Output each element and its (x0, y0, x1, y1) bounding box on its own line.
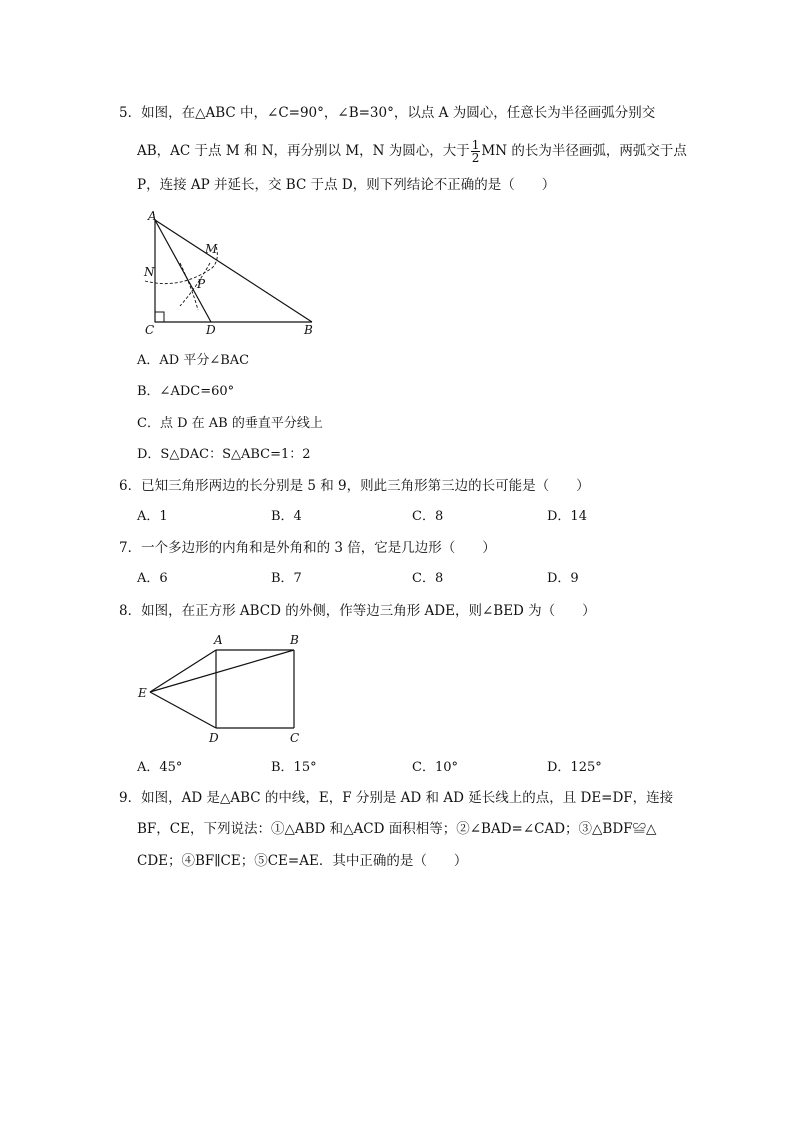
q5-option-d: D．S△DAC：S△ABC=1：2 (137, 447, 311, 462)
q6-option-c: C．8 (412, 509, 444, 524)
q5-triangle-figure (140, 208, 340, 338)
q6-option-b: B．4 (271, 509, 302, 524)
q9-line-2: BF，CE，下列说法：①△ABD 和△ACD 面积相等；②∠BAD=∠CAD；③△BDF≌△ (137, 821, 657, 837)
q7-text: 7．一个多边形的内角和是外角和的 3 倍，它是几边形（ ） (119, 540, 496, 556)
q5-label-p: P (197, 277, 206, 291)
q8-square-figure (132, 630, 312, 748)
q8-label-d: D (209, 731, 219, 745)
q8-option-a: A．45° (137, 760, 183, 775)
q5-line-2 (137, 139, 687, 164)
q5-fraction (471, 139, 481, 164)
q7-option-a: A．6 (137, 571, 168, 586)
q5-label-n: N (144, 265, 155, 279)
q5-label-d: D (206, 323, 216, 337)
q5-line-2-end: MN 的长为半径画弧，两弧交于点 (481, 143, 687, 159)
q5-label-b: B (304, 323, 313, 337)
q7-option-b: B．7 (271, 571, 302, 586)
q9-line-3: CDE；④BF∥CE；⑤CE=AE．其中正确的是（ ） (137, 853, 468, 869)
q8-text: 8．如图，在正方形 ABCD 的外侧，作等边三角形 ADE，则∠BED 为（ ） (119, 603, 596, 619)
q5-option-b: B．∠ADC=60° (137, 384, 235, 399)
q8-option-b: B．15° (271, 760, 317, 775)
q5-fraction-numerator: 1 (471, 138, 480, 152)
q8-option-c: C．10° (412, 760, 458, 775)
q8-label-b: B (290, 633, 299, 647)
q8-label-e: E (138, 686, 147, 700)
q6-option-a: A．1 (137, 509, 168, 524)
q6-option-d: D．14 (547, 509, 587, 524)
q5-line-1: 5．如图，在△ABC 中，∠C=90°，∠B=30°，以点 A 为圆心，任意长为半径画弧分别交 (119, 105, 656, 121)
q8-label-c: C (290, 731, 300, 745)
q6-text: 6．已知三角形两边的长分别是 5 和 9，则此三角形第三边的长可能是（ ） (119, 478, 590, 494)
q8-option-d: D．125° (547, 760, 602, 775)
q8-label-a: A (214, 633, 223, 647)
q9-line-1: 9．如图，AD 是△ABC 的中线，E，F 分别是 AD 和 AD 延长线上的点，且 DE=DF，连接 (119, 790, 674, 806)
q5-label-m: M (205, 242, 218, 256)
q5-line-2-start: AB，AC 于点 M 和 N，再分别以 M，N 为圆心，大于 (137, 143, 470, 159)
q7-option-d: D．9 (547, 571, 579, 586)
q7-option-c: C．8 (412, 571, 444, 586)
q5-label-c: C (145, 323, 155, 337)
q5-line-3: P，连接 AP 并延长，交 BC 于点 D，则下列结论不正确的是（ ） (137, 177, 556, 193)
q5-option-a: A．AD 平分∠BAC (137, 353, 250, 368)
q5-fraction-denominator: 2 (471, 151, 480, 165)
q5-option-c: C．点 D 在 AB 的垂直平分线上 (137, 416, 323, 431)
q5-label-a: A (148, 209, 157, 223)
